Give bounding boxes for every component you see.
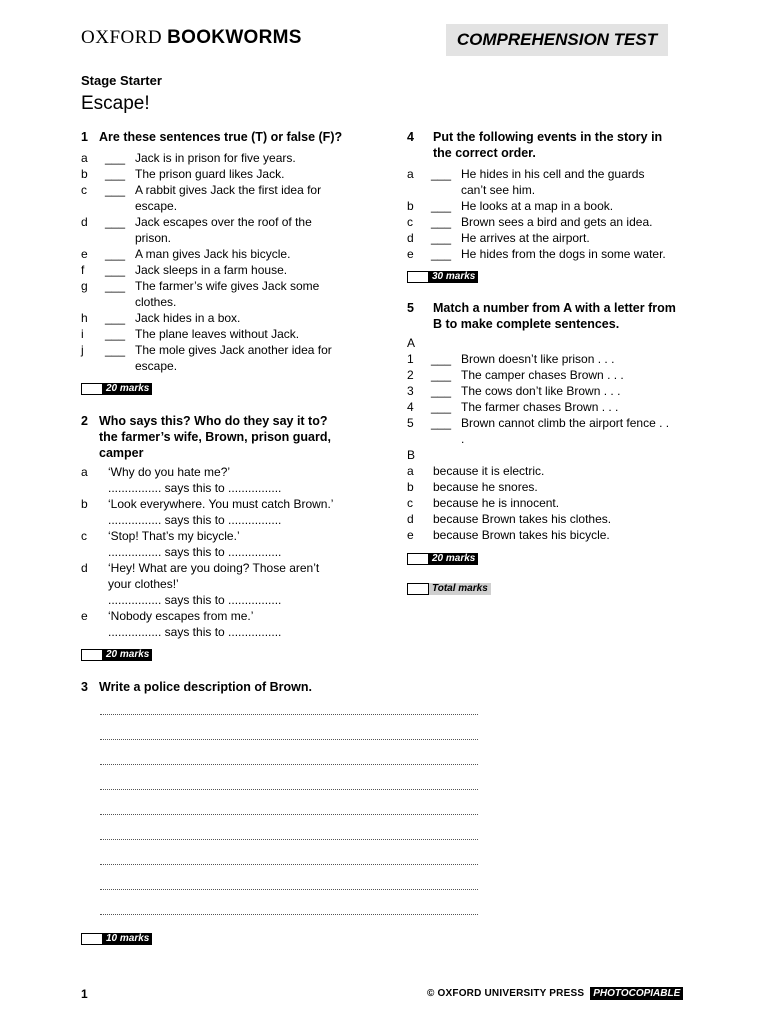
item-text: The camper chases Brown . . . [461, 368, 624, 382]
q1-item-f [81, 262, 381, 278]
answer-blank[interactable]: ___ [431, 416, 452, 430]
item-letter: d [81, 561, 88, 575]
item-text: Jack is in prison for five years. [135, 151, 296, 165]
quote-text: ‘Why do you hate me?’ [108, 465, 231, 479]
item-number: 1 [407, 352, 414, 366]
q1-item-e [81, 246, 381, 262]
marks-label: 10 marks [103, 933, 152, 945]
q4-number: 4 [407, 130, 414, 144]
item-text-cont: can’t see him. [461, 183, 536, 197]
marks-label: 20 marks [103, 383, 152, 395]
quote-text: ‘Look everywhere. You must catch Brown.’ [108, 497, 334, 511]
item-text: Brown cannot climb the airport fence . . [461, 416, 670, 430]
q5-text-line2: B to make complete sentences. [433, 317, 620, 331]
quote-text: ‘Nobody escapes from me.’ [108, 609, 254, 623]
brand-logo [81, 27, 302, 49]
answer-blank[interactable]: ___ [431, 247, 452, 261]
answer-blank[interactable]: ___ [105, 263, 126, 277]
q5-a-item-4 [407, 399, 707, 415]
item-letter: e [407, 528, 414, 542]
says-this-to-line[interactable]: ................ says this to ................ [108, 625, 282, 639]
q5-b-item-d [407, 511, 707, 527]
item-text: A rabbit gives Jack the first idea for [135, 183, 322, 197]
item-letter: e [407, 247, 414, 261]
q4-item-a [407, 166, 707, 198]
item-text: because he is innocent. [433, 496, 560, 510]
brand-bookworms: BOOKWORMS [167, 27, 302, 48]
item-letter: d [407, 512, 414, 526]
item-letter: b [407, 199, 414, 213]
column-b-text: B [407, 448, 416, 462]
answer-blank[interactable]: ___ [105, 311, 126, 325]
writing-line[interactable] [100, 838, 478, 840]
item-text: because it is electric. [433, 464, 545, 478]
marks-box[interactable] [407, 553, 429, 565]
marks-label: 30 marks [429, 271, 478, 283]
column-a-text: A [407, 336, 416, 350]
says-this-to-line[interactable]: ................ says this to ................ [108, 593, 282, 607]
item-text: The plane leaves without Jack. [135, 327, 300, 341]
says-this-to-line[interactable]: ................ says this to ................ [108, 481, 282, 495]
item-letter: b [81, 497, 88, 511]
writing-line[interactable] [100, 738, 478, 740]
writing-line[interactable] [100, 888, 478, 890]
item-text-cont: prison. [135, 231, 172, 245]
q5-title [407, 300, 707, 332]
q2-text-line2: the farmer’s wife, Brown, prison guard, [99, 430, 331, 444]
q1-item-d [81, 214, 381, 246]
answer-blank[interactable]: ___ [431, 400, 452, 414]
item-number: 2 [407, 368, 414, 382]
q2-item-b [81, 496, 381, 528]
marks-box[interactable] [81, 383, 103, 395]
item-number: 3 [407, 384, 414, 398]
q1-title [81, 129, 381, 145]
total-marks-label: Total marks [429, 583, 491, 595]
q5-b-item-e [407, 527, 707, 543]
marks-box[interactable] [407, 271, 429, 283]
q3-marks [81, 933, 201, 945]
q5-text-line1: Match a number from A with a letter from [433, 301, 676, 315]
stage-label: Stage Starter [81, 73, 162, 88]
photocopiable-badge: PHOTOCOPIABLE [590, 987, 683, 1000]
page-number: 1 [81, 987, 88, 1001]
q5-a-item-5 [407, 415, 707, 447]
q4-item-e [407, 246, 707, 262]
item-letter: c [81, 529, 87, 543]
answer-blank[interactable]: ___ [105, 183, 126, 197]
item-letter: b [81, 167, 88, 181]
q1-marks [81, 383, 201, 395]
answer-blank[interactable]: ___ [431, 167, 452, 181]
q4-item-c [407, 214, 707, 230]
item-text-cont: clothes. [135, 295, 177, 309]
answer-blank[interactable]: ___ [105, 215, 126, 229]
footer-copyright [427, 988, 683, 999]
item-letter: d [407, 231, 414, 245]
item-text-cont: escape. [135, 359, 178, 373]
item-letter: i [81, 327, 84, 341]
q2-item-d [81, 560, 381, 608]
item-letter: g [81, 279, 88, 293]
q4-text-line2: the correct order. [433, 146, 536, 160]
says-this-to-line[interactable]: ................ says this to ................ [108, 513, 282, 527]
item-letter: a [81, 465, 88, 479]
q2-item-a [81, 464, 381, 496]
writing-line[interactable] [100, 913, 478, 915]
q4-marks [407, 271, 527, 283]
item-text: because Brown takes his clothes. [433, 512, 612, 526]
quote-text-cont: your clothes!’ [108, 577, 179, 591]
q4-text-line1: Put the following events in the story in [433, 130, 663, 144]
q4-item-b [407, 198, 707, 214]
answer-blank[interactable]: ___ [431, 384, 452, 398]
item-text: He hides from the dogs in some water. [461, 247, 666, 261]
q5-number: 5 [407, 301, 414, 315]
answer-blank[interactable]: ___ [105, 279, 126, 293]
item-text: Brown doesn’t like prison . . . [461, 352, 615, 366]
q1-item-j [81, 342, 381, 374]
q2-marks [81, 649, 201, 661]
q5-a-item-2 [407, 367, 707, 383]
comprehension-test-label: COMPREHENSION TEST [446, 24, 668, 56]
writing-line[interactable] [100, 863, 478, 865]
item-text: Jack escapes over the roof of the [135, 215, 312, 229]
q2-text-line3: camper [99, 446, 144, 460]
q1-item-c [81, 182, 381, 214]
q3-text: Write a police description of Brown. [99, 680, 312, 694]
q2-item-e [81, 608, 381, 640]
column-b-label [407, 447, 447, 463]
answer-blank[interactable]: ___ [105, 327, 126, 341]
item-letter: c [407, 496, 413, 510]
q1-item-h [81, 310, 381, 326]
item-text: The prison guard likes Jack. [135, 167, 285, 181]
item-letter: a [407, 464, 414, 478]
item-text: Jack sleeps in a farm house. [135, 263, 288, 277]
marks-box[interactable] [81, 933, 103, 945]
item-number: 4 [407, 400, 414, 414]
q2-item-c [81, 528, 381, 560]
writing-line[interactable] [100, 813, 478, 815]
item-text-cont: . [461, 432, 465, 446]
brand-oxford: OXFORD [81, 27, 163, 48]
item-text: A man gives Jack his bicycle. [135, 247, 291, 261]
q1-item-i [81, 326, 381, 342]
item-letter: a [81, 151, 88, 165]
writing-line[interactable] [100, 763, 478, 765]
q2-number: 2 [81, 414, 88, 428]
answer-blank[interactable]: ___ [105, 343, 126, 357]
q4-title [407, 129, 707, 161]
item-text: The farmer chases Brown . . . [461, 400, 619, 414]
answer-blank[interactable]: ___ [431, 231, 452, 245]
total-marks-box[interactable] [407, 583, 429, 595]
item-letter: c [407, 215, 413, 229]
item-letter: h [81, 311, 88, 325]
item-letter: f [81, 263, 85, 277]
q1-item-b [81, 166, 381, 182]
quote-text: ‘Stop! That’s my bicycle.’ [108, 529, 240, 543]
q2-title [81, 413, 381, 461]
marks-label: 20 marks [429, 553, 478, 565]
item-text: because he snores. [433, 480, 538, 494]
item-text: The farmer’s wife gives Jack some [135, 279, 320, 293]
q5-marks [407, 553, 527, 565]
marks-box[interactable] [81, 649, 103, 661]
item-text: He hides in his cell and the guards [461, 167, 645, 181]
item-letter: a [407, 167, 414, 181]
q3-title [81, 679, 401, 695]
item-text: The mole gives Jack another idea for [135, 343, 332, 357]
q1-number: 1 [81, 130, 88, 144]
item-text: He arrives at the airport. [461, 231, 590, 245]
page-title: Escape! [81, 93, 150, 114]
q5-a-item-1 [407, 351, 707, 367]
q5-a-item-3 [407, 383, 707, 399]
item-letter: e [81, 247, 88, 261]
item-letter: b [407, 480, 414, 494]
answer-blank[interactable]: ___ [431, 199, 452, 213]
marks-label: 20 marks [103, 649, 152, 661]
item-text: He looks at a map in a book. [461, 199, 614, 213]
item-text: Jack hides in a box. [135, 311, 241, 325]
item-letter: d [81, 215, 88, 229]
q5-b-item-a [407, 463, 707, 479]
q5-b-item-b [407, 479, 707, 495]
item-text: Brown sees a bird and gets an idea. [461, 215, 653, 229]
item-text-cont: escape. [135, 199, 178, 213]
item-letter: e [81, 609, 88, 623]
total-marks [407, 583, 527, 595]
q5-b-item-c [407, 495, 707, 511]
item-text: because Brown takes his bicycle. [433, 528, 610, 542]
item-text: The cows don’t like Brown . . . [461, 384, 621, 398]
q3-number: 3 [81, 680, 88, 694]
q1-item-g [81, 278, 381, 310]
q4-item-d [407, 230, 707, 246]
answer-blank[interactable]: ___ [431, 215, 452, 229]
answer-blank[interactable]: ___ [431, 368, 452, 382]
answer-blank[interactable]: ___ [105, 247, 126, 261]
q2-text-line1: Who says this? Who do they say it to? [99, 414, 328, 428]
quote-text: ‘Hey! What are you doing? Those aren’t [108, 561, 320, 575]
answer-blank[interactable]: ___ [105, 167, 126, 181]
column-a-label [407, 335, 447, 351]
item-number: 5 [407, 416, 414, 430]
says-this-to-line[interactable]: ................ says this to ................ [108, 545, 282, 559]
q1-text: Are these sentences true (T) or false (F)? [99, 130, 343, 144]
item-letter: j [81, 343, 84, 357]
item-letter: c [81, 183, 87, 197]
q1-item-a [81, 150, 381, 166]
writing-line[interactable] [100, 788, 478, 790]
answer-blank[interactable]: ___ [431, 352, 452, 366]
copyright-text: © OXFORD UNIVERSITY PRESS [427, 988, 585, 999]
answer-blank[interactable]: ___ [105, 151, 126, 165]
writing-line[interactable] [100, 713, 478, 715]
